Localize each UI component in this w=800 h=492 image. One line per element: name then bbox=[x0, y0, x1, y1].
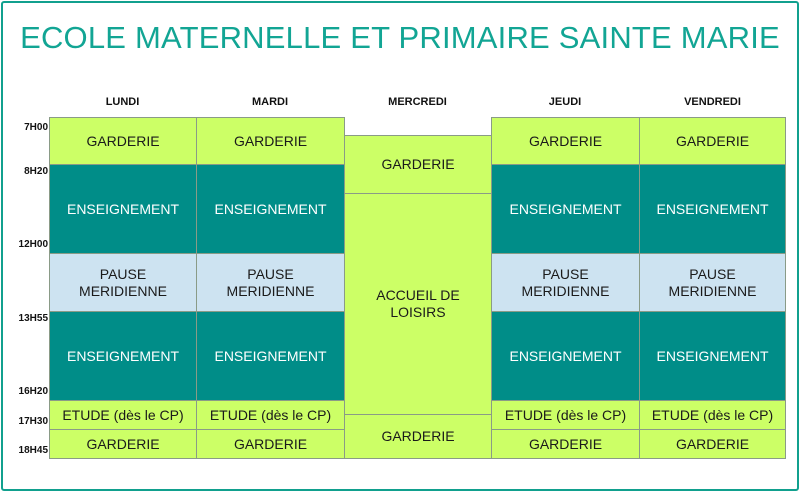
cell-lundi-pause-meridienne: PAUSE MERIDIENNE bbox=[49, 253, 197, 312]
cell-mardi-pause-meridienne: PAUSE MERIDIENNE bbox=[196, 253, 345, 312]
day-header-mercredi: MERCREDI bbox=[388, 96, 447, 108]
cell-vendredi-garderie-morning: GARDERIE bbox=[639, 117, 786, 165]
cell-vendredi-enseignement-morning: ENSEIGNEMENT bbox=[639, 164, 786, 254]
time-label-1200: 12H00 bbox=[18, 239, 48, 250]
time-label-1845: 18H45 bbox=[18, 445, 48, 456]
cell-jeudi-etude: ETUDE (dès le CP) bbox=[491, 400, 640, 430]
cell-mardi-etude: ETUDE (dès le CP) bbox=[196, 400, 345, 430]
time-label-1620: 16H20 bbox=[18, 386, 48, 397]
time-label-1355: 13H55 bbox=[18, 313, 48, 324]
cell-vendredi-enseignement-afternoon: ENSEIGNEMENT bbox=[639, 311, 786, 401]
cell-jeudi-enseignement-morning: ENSEIGNEMENT bbox=[491, 164, 640, 254]
cell-mardi-garderie-morning: GARDERIE bbox=[196, 117, 345, 165]
cell-mercredi-garderie-morning: GARDERIE bbox=[344, 135, 492, 194]
cell-lundi-enseignement-afternoon: ENSEIGNEMENT bbox=[49, 311, 197, 401]
cell-mardi-enseignement-morning: ENSEIGNEMENT bbox=[196, 164, 345, 254]
cell-vendredi-garderie-evening: GARDERIE bbox=[639, 429, 786, 459]
cell-mercredi-accueil-de-loisirs: ACCUEIL DE LOISIRS bbox=[344, 193, 492, 415]
cell-jeudi-enseignement-afternoon: ENSEIGNEMENT bbox=[491, 311, 640, 401]
day-header-lundi: LUNDI bbox=[105, 96, 140, 108]
page-title: ECOLE MATERNELLE ET PRIMAIRE SAINTE MARIE bbox=[20, 20, 780, 55]
time-label-0820: 8H20 bbox=[24, 166, 48, 177]
time-label-1730: 17H30 bbox=[18, 416, 48, 427]
day-header-jeudi: JEUDI bbox=[548, 96, 582, 108]
cell-jeudi-garderie-morning: GARDERIE bbox=[491, 117, 640, 165]
cell-lundi-etude: ETUDE (dès le CP) bbox=[49, 400, 197, 430]
cell-jeudi-garderie-evening: GARDERIE bbox=[491, 429, 640, 459]
cell-mardi-enseignement-afternoon: ENSEIGNEMENT bbox=[196, 311, 345, 401]
cell-vendredi-pause-meridienne: PAUSE MERIDIENNE bbox=[639, 253, 786, 312]
cell-vendredi-etude: ETUDE (dès le CP) bbox=[639, 400, 786, 430]
cell-lundi-garderie-morning: GARDERIE bbox=[49, 117, 197, 165]
cell-lundi-garderie-evening: GARDERIE bbox=[49, 429, 197, 459]
cell-mercredi-garderie-evening: GARDERIE bbox=[344, 414, 492, 459]
day-header-mardi: MARDI bbox=[251, 96, 289, 108]
cell-mardi-garderie-evening: GARDERIE bbox=[196, 429, 345, 459]
time-label-0700: 7H00 bbox=[24, 122, 48, 133]
cell-jeudi-pause-meridienne: PAUSE MERIDIENNE bbox=[491, 253, 640, 312]
cell-lundi-enseignement-morning: ENSEIGNEMENT bbox=[49, 164, 197, 254]
day-header-vendredi: VENDREDI bbox=[684, 96, 741, 108]
